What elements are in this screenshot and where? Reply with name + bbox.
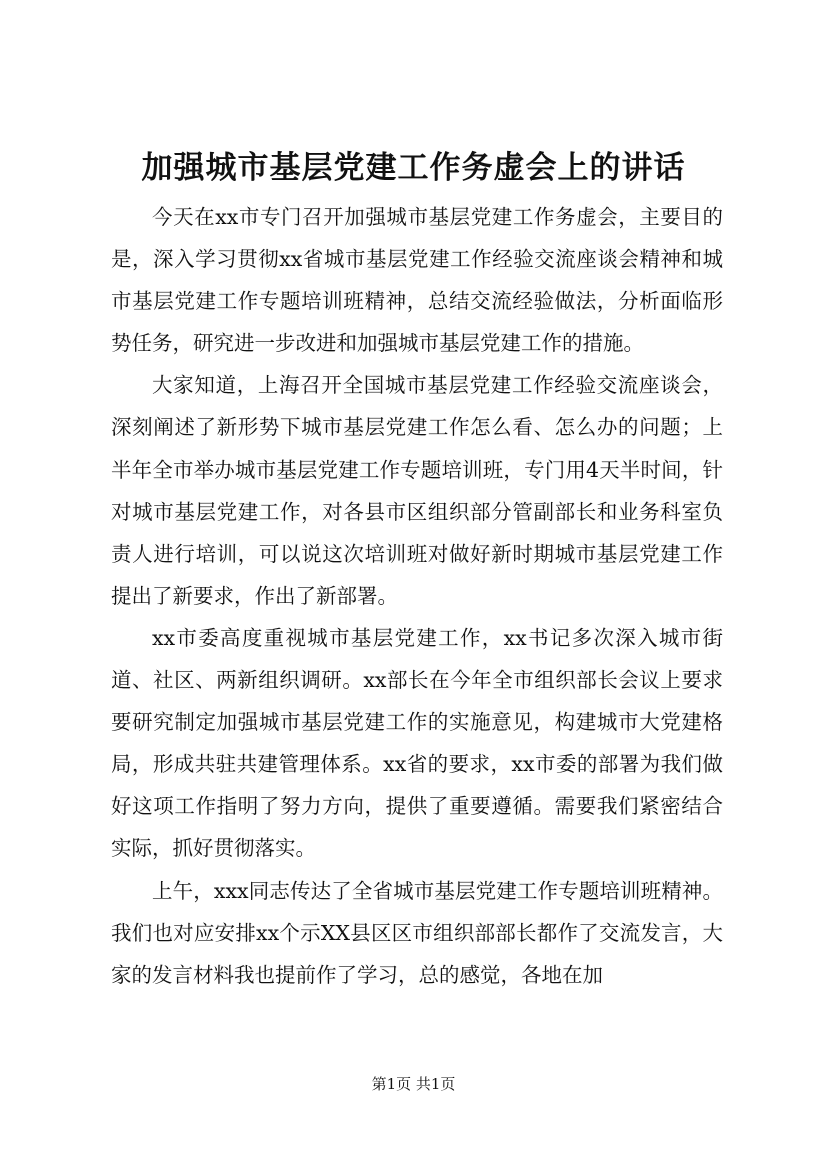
document-title: 加强城市基层党建工作务虚会上的讲话 [141,150,686,186]
paragraph-1: 今天在xx市专门召开加强城市基层党建工作务虚会，主要目的是，深入学习贯彻xx省城市基层党建工作经验交流座谈会精神和城市基层党建工作专题培训班精神，总结交流经验做法，分析面临形势任务，研究进一步改进和加强城市基层党建工作的措施。 [111,205,723,356]
document-body [111,196,723,996]
paragraph-3: xx市委高度重视城市基层党建工作，xx书记多次深入城市街道、社区、两新组织调研。xx部长在今年全市组织部长会议上要求要研究制定加强城市基层党建工作的实施意见，构建城市大党建格局，形成共驻共建管理体系。xx省的要求，xx市委的部署为我们做好这项工作指明了努力方向，提供了重要遵循。需要我们紧密结合实际，抓好贯彻落实。 [111,625,723,861]
paragraph-4: 上午，xxx同志传达了全省城市基层党建工作专题培训班精神。我们也对应安排xx个示XX县区区市组织部部长都作了交流发言，大家的发言材料我也提前作了学习，总的感觉，各地在加 [111,878,723,987]
page-number-footer: 第1页 共1页 [371,1075,456,1093]
paragraph-2: 大家知道，上海召开全国城市基层党建工作经验交流座谈会，深刻阐述了新形势下城市基层党建工作怎么看、怎么办的问题；上半年全市举办城市基层党建工作专题培训班，专门用4天半时间，针对城市基层党建工作，对各县市区组织部分管副部长和业务科室负责人进行培训，可以说这次培训班对做好新时期城市基层党建工作提出了新要求，作出了新部署。 [111,373,723,608]
